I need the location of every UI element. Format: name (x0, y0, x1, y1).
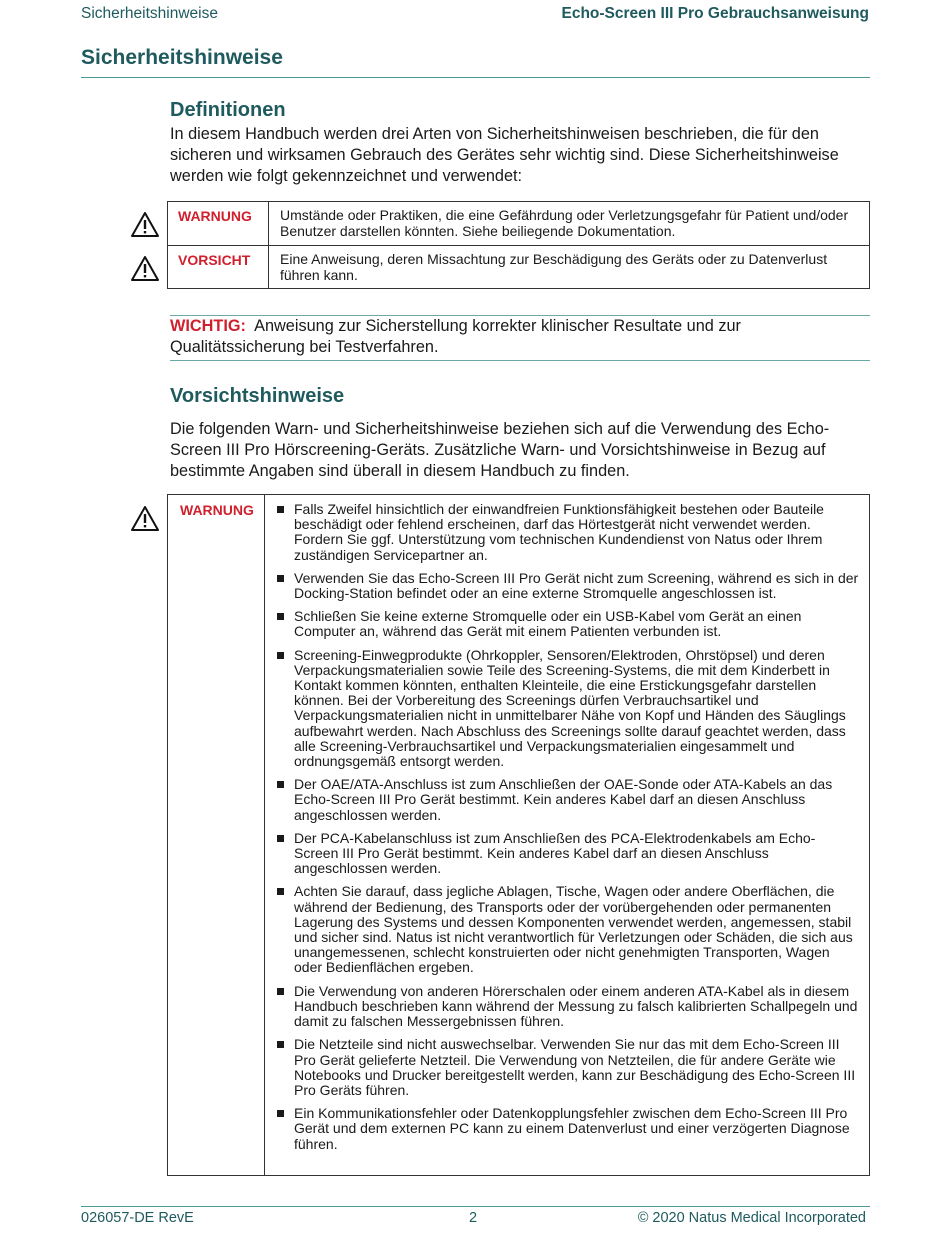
bullet-icon (277, 1110, 284, 1117)
warnings-list (274, 502, 859, 1160)
list-item: Verwenden Sie das Echo-Screen III Pro Gerät nicht zum Screening, während es sich in der Docking-Station befindet oder an eine externe Stromquelle angeschlossen ist. (274, 571, 859, 601)
definition-row-warnung (168, 202, 869, 245)
list-item: Ein Kommunikationsfehler oder Datenkopplungsfehler zwischen dem Echo-Screen III Pro Gerät und dem externen PC kann zu einem Datenverlust und einer verzögerten Diagnose führen. (274, 1106, 859, 1152)
definitions-intro: In diesem Handbuch werden drei Arten von Sicherheitshinweisen beschrieben, die für den sicheren und wirksamen Gebrauch des Gerätes sehr wichtig sind. Diese Sicherheitshinweise werden wie folgt gekennzeichnet und verwendet: (170, 125, 839, 185)
bullet-icon (277, 506, 284, 513)
list-item: Der PCA-Kabelanschluss ist zum Anschließen des PCA-Elektrodenkabels am Echo-Screen III Pro Gerät bestimmt. Kein anderes Kabel darf an diesen Anschluss angeschlossen werden. (274, 831, 859, 877)
warnings-table (167, 494, 870, 1176)
bullet-icon (277, 652, 284, 659)
definition-label: WARNUNG (168, 202, 269, 245)
bullet-icon (277, 888, 284, 895)
list-item: Falls Zweifel hinsichtlich der einwandfreien Funktionsfähigkeit bestehen oder Bauteile beschädigt oder fehlend erscheinen, darf das Hörtestgerät nicht verwendet werden. Fordern Sie ggf. Unterstützung vom technischen Kundendienst von Natus oder Ihrem zuständigen Servicepartner an. (274, 502, 859, 563)
table-divider (264, 495, 265, 1175)
definition-row-vorsicht (168, 245, 869, 288)
wichtig-label: WICHTIG: (170, 317, 246, 335)
running-header-section: Sicherheitshinweise (81, 5, 218, 22)
bullet-icon (277, 988, 284, 995)
definition-label: VORSICHT (168, 246, 269, 288)
wichtig-text: Anweisung zur Sicherstellung korrekter klinischer Resultate und zur Qualitätssicherung bei Testverfahren. (170, 317, 741, 356)
list-item: Die Verwendung von anderen Hörerschalen oder einem anderen ATA-Kabel als in diesem Handbuch beschrieben kann während der Messung zu falsch kalibrierten Schallpegeln und damit zu falschen Messergebnissen führen. (274, 984, 859, 1030)
warning-triangle-icon (130, 255, 160, 282)
wichtig-note (170, 316, 870, 358)
list-item: Screening-Einwegprodukte (Ohrkoppler, Sensoren/Elektroden, Ohrstöpsel) und deren Verpackungsmaterialien sowie Teile des Screening-Systems, die mit dem Kinderbett in Kontakt kommen könnten, enthalten Kleinteile, die eine Erstickungsgefahr darstellen können. Bei der Vorbereitung des Screenings dürfen Verbrauchsartikel und Verpackungsmaterialien nicht in unmittelbarer Nähe von Kopf und Händen des Säuglings aufbewahrt werden. Nach Abschluss des Screenings sollte darauf geachtet werden, dass alle Screening-Verbrauchsartikel und Verpackungsmaterialien eingesammelt und ordnungsgemäß entsorgt werden. (274, 648, 859, 770)
warning-triangle-icon (130, 505, 160, 532)
vorsicht-heading: Vorsichtshinweise (170, 385, 345, 407)
list-item: Achten Sie darauf, dass jegliche Ablagen, Tische, Wagen oder andere Oberflächen, die während der Bedienung, des Transports oder der vorübergehenden oder permanenten Lagerung des Systems und dessen Komponenten verwendet werden, angemessen, stabil und sicher sind. Natus ist nicht verantwortlich für Verletzungen oder Schäden, die sich aus unangemessenen, schlecht konstruierten oder nicht genehmigten Transporten, Wagen oder Bedienflächen ergeben. (274, 884, 859, 975)
running-header-title: Echo-Screen III Pro Gebrauchsanweisung (561, 5, 869, 22)
title-rule (81, 77, 870, 78)
page-number: 2 (469, 1210, 478, 1226)
list-item: Die Netzteile sind nicht auswechselbar. Verwenden Sie nur das mit dem Echo-Screen III Pro Gerät gelieferte Netzteil. Die Verwendung von Netzteilen, die für andere Geräte wie Notebooks und Drucker bereitgestellt werden, kann zur Beschädigung des Echo-Screen III Pro Geräts führen. (274, 1037, 859, 1098)
bullet-icon (277, 1041, 284, 1048)
bullet-icon (277, 781, 284, 788)
bullet-icon (277, 575, 284, 582)
footer-rule (81, 1206, 870, 1207)
definitions-table (167, 201, 870, 289)
bullet-icon (277, 835, 284, 842)
vorsicht-intro: Die folgenden Warn- und Sicherheitshinweise beziehen sich auf die Verwendung des Echo-Screen III Pro Hörscreening-Geräts. Zusätzliche Warn- und Vorsichtshinweise in Bezug auf bestimmte Angaben sind überall in diesem Handbuch zu finden. (170, 420, 830, 480)
warning-label: WARNUNG (180, 502, 254, 518)
list-item: Schließen Sie keine externe Stromquelle oder ein USB-Kabel vom Gerät an einen Computer an, während das Gerät mit einem Patienten verbunden ist. (274, 609, 859, 639)
list-item: Der OAE/ATA-Anschluss ist zum Anschließen der OAE-Sonde oder ATA-Kabels an das Echo-Screen III Pro Gerät bestimmt. Kein anderes Kabel darf an diesen Anschluss angeschlossen werden. (274, 777, 859, 823)
page-title: Sicherheitshinweise (81, 46, 283, 69)
warning-triangle-icon (130, 211, 160, 238)
definition-text: Eine Anweisung, deren Missachtung zur Beschädigung des Geräts oder zu Datenverlust führen kann. (280, 251, 828, 283)
document-number: 026057-DE RevE (81, 1210, 194, 1226)
definition-text: Umstände oder Praktiken, die eine Gefährdung oder Verletzungsgefahr für Patient und/oder Benutzer darstellen könnten. Siehe beiliegende Dokumentation. (280, 207, 849, 239)
bullet-icon (277, 613, 284, 620)
wichtig-bottom-rule (170, 360, 870, 361)
definitions-heading: Definitionen (170, 99, 286, 121)
copyright: © 2020 Natus Medical Incorporated (637, 1210, 866, 1226)
